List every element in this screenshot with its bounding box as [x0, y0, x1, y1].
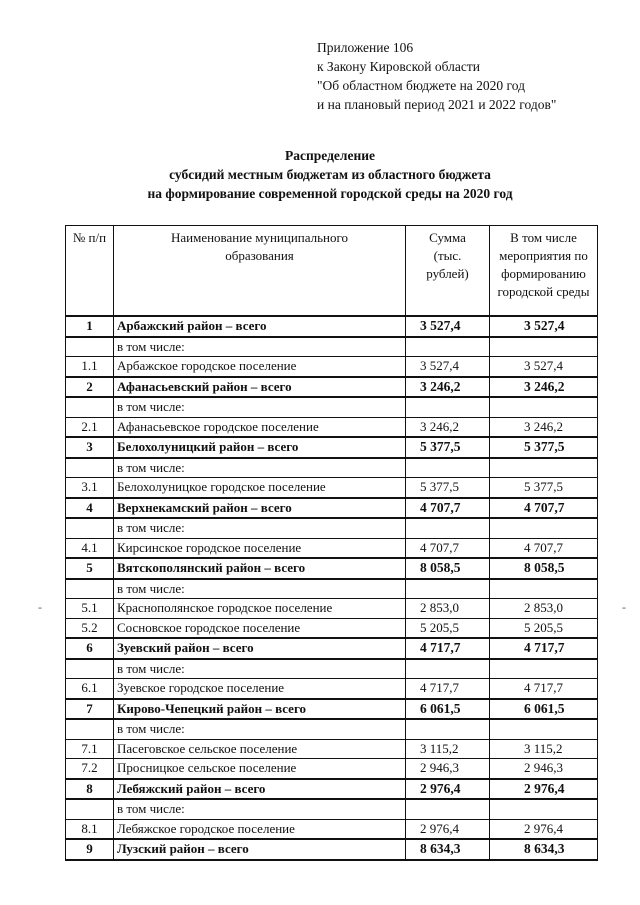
row-sum: 4 717,7: [406, 638, 490, 659]
table-row: [66, 538, 598, 558]
row-name: Белохолуницкое городское поселение: [114, 478, 406, 498]
row-number: 8: [66, 779, 114, 800]
row-sum: 5 377,5: [406, 478, 490, 498]
header-sum: Сумма (тыс. рублей): [406, 226, 490, 317]
row-sum: 3 527,4: [406, 357, 490, 377]
row-number: 5: [66, 558, 114, 579]
table-row: [66, 699, 598, 720]
row-sum: 8 058,5: [406, 558, 490, 579]
header-name: Наименование муниципального образования: [114, 226, 406, 317]
row-name: в том числе:: [114, 397, 406, 417]
row-sum: 5 205,5: [406, 618, 490, 638]
row-including: 4 717,7: [490, 638, 598, 659]
row-number: 4.1: [66, 538, 114, 558]
row-including: 4 717,7: [490, 679, 598, 699]
table-row: [66, 638, 598, 659]
table-row: [66, 719, 598, 739]
row-name: Арбажский район – всего: [114, 316, 406, 337]
row-number: [66, 397, 114, 417]
row-including: [490, 397, 598, 417]
row-sum: 8 634,3: [406, 839, 490, 860]
table-row: [66, 739, 598, 759]
row-including: 5 205,5: [490, 618, 598, 638]
table-row: [66, 357, 598, 377]
row-sum: 2 853,0: [406, 599, 490, 619]
row-number: 3.1: [66, 478, 114, 498]
row-number: [66, 799, 114, 819]
scan-mark: -: [622, 600, 626, 614]
table-row: [66, 599, 598, 619]
row-including: [490, 719, 598, 739]
row-name: Кирсинское городское поселение: [114, 538, 406, 558]
row-sum: 4 707,7: [406, 538, 490, 558]
row-sum: 5 377,5: [406, 437, 490, 458]
row-including: 2 946,3: [490, 759, 598, 779]
row-name: Белохолуницкий район – всего: [114, 437, 406, 458]
row-including: 5 377,5: [490, 437, 598, 458]
table-row: [66, 437, 598, 458]
row-sum: 6 061,5: [406, 699, 490, 720]
row-sum: [406, 579, 490, 599]
row-including: 3 246,2: [490, 417, 598, 437]
row-name: Кирово-Чепецкий район – всего: [114, 699, 406, 720]
row-number: 9: [66, 839, 114, 860]
row-name: Краснополянское городское поселение: [114, 599, 406, 619]
row-number: 6.1: [66, 679, 114, 699]
row-including: 8 058,5: [490, 558, 598, 579]
row-number: 4: [66, 498, 114, 519]
row-number: 2: [66, 377, 114, 398]
row-sum: 2 976,4: [406, 819, 490, 839]
row-name: Арбажское городское поселение: [114, 357, 406, 377]
scan-mark: -: [38, 600, 42, 614]
appendix-line: и на плановый период 2021 и 2022 годов": [317, 97, 557, 112]
row-sum: 4 717,7: [406, 679, 490, 699]
row-including: 2 853,0: [490, 599, 598, 619]
row-sum: [406, 337, 490, 357]
table-body: [66, 316, 598, 860]
row-number: [66, 518, 114, 538]
row-name: Зуевский район – всего: [114, 638, 406, 659]
row-including: 6 061,5: [490, 699, 598, 720]
row-number: 6: [66, 638, 114, 659]
header-including: В том числе мероприятия по формированию городской среды: [490, 226, 598, 317]
table-row: [66, 799, 598, 819]
appendix-line: "Об областном бюджете на 2020 год: [317, 78, 525, 93]
row-including: 3 527,4: [490, 316, 598, 337]
row-number: 3: [66, 437, 114, 458]
row-including: [490, 337, 598, 357]
row-number: [66, 659, 114, 679]
table-header-row: [66, 226, 598, 317]
title-line: субсидий местным бюджетам из областного бюджета: [169, 167, 491, 182]
table-row: [66, 558, 598, 579]
row-sum: [406, 659, 490, 679]
row-name: Лузский район – всего: [114, 839, 406, 860]
table-row: [66, 659, 598, 679]
row-including: [490, 458, 598, 478]
row-name: Верхнекамский район – всего: [114, 498, 406, 519]
row-including: 2 976,4: [490, 819, 598, 839]
table-row: [66, 478, 598, 498]
row-name: в том числе:: [114, 719, 406, 739]
table-row: [66, 518, 598, 538]
table-row: [66, 618, 598, 638]
header-number: № п/п: [66, 226, 114, 317]
row-name: Зуевское городское поселение: [114, 679, 406, 699]
row-name: в том числе:: [114, 659, 406, 679]
row-name: в том числе:: [114, 518, 406, 538]
row-name: в том числе:: [114, 579, 406, 599]
row-number: [66, 719, 114, 739]
table-row: [66, 819, 598, 839]
row-including: [490, 799, 598, 819]
row-sum: 3 527,4: [406, 316, 490, 337]
distribution-table-wrap: [65, 225, 597, 861]
row-sum: [406, 719, 490, 739]
row-number: 5.1: [66, 599, 114, 619]
row-including: 2 976,4: [490, 779, 598, 800]
row-including: 5 377,5: [490, 478, 598, 498]
row-number: [66, 579, 114, 599]
row-including: 4 707,7: [490, 538, 598, 558]
row-including: [490, 579, 598, 599]
row-name: Вятскополянский район – всего: [114, 558, 406, 579]
row-sum: 2 976,4: [406, 779, 490, 800]
row-name: Лебяжское городское поселение: [114, 819, 406, 839]
row-including: [490, 518, 598, 538]
title-line: Распределение: [284, 148, 376, 163]
row-sum: 4 707,7: [406, 498, 490, 519]
appendix-line: Приложение 106: [317, 40, 414, 55]
row-name: Афанасьевское городское поселение: [114, 417, 406, 437]
table-row: [66, 579, 598, 599]
row-name: Афанасьевский район – всего: [114, 377, 406, 398]
row-name: в том числе:: [114, 337, 406, 357]
row-number: 1.1: [66, 357, 114, 377]
table-row: [66, 679, 598, 699]
row-number: [66, 458, 114, 478]
appendix-line: к Закону Кировской области: [317, 59, 481, 74]
row-sum: [406, 799, 490, 819]
appendix-block: [317, 38, 627, 114]
document-title: [60, 146, 600, 203]
distribution-table: [65, 225, 598, 861]
table-row: [66, 397, 598, 417]
row-number: 8.1: [66, 819, 114, 839]
table-row: [66, 377, 598, 398]
row-number: 2.1: [66, 417, 114, 437]
row-number: 7: [66, 699, 114, 720]
row-number: 1: [66, 316, 114, 337]
row-including: [490, 659, 598, 679]
row-number: 7.2: [66, 759, 114, 779]
row-including: 8 634,3: [490, 839, 598, 860]
row-sum: [406, 397, 490, 417]
row-including: 3 246,2: [490, 377, 598, 398]
table-row: [66, 458, 598, 478]
row-sum: 3 246,2: [406, 377, 490, 398]
table-row: [66, 417, 598, 437]
row-sum: 2 946,3: [406, 759, 490, 779]
row-name: Сосновское городское поселение: [114, 618, 406, 638]
table-row: [66, 759, 598, 779]
row-name: Просницкое сельское поселение: [114, 759, 406, 779]
row-sum: 3 115,2: [406, 739, 490, 759]
row-sum: [406, 518, 490, 538]
row-including: 3 115,2: [490, 739, 598, 759]
row-name: в том числе:: [114, 458, 406, 478]
table-row: [66, 839, 598, 860]
row-number: 5.2: [66, 618, 114, 638]
title-line: на формирование современной городской среды на 2020 год: [147, 186, 513, 201]
table-row: [66, 498, 598, 519]
row-name: в том числе:: [114, 799, 406, 819]
table-row: [66, 337, 598, 357]
row-including: 3 527,4: [490, 357, 598, 377]
row-sum: [406, 458, 490, 478]
row-number: [66, 337, 114, 357]
row-sum: 3 246,2: [406, 417, 490, 437]
row-name: Пасеговское сельское поселение: [114, 739, 406, 759]
table-row: [66, 316, 598, 337]
row-including: 4 707,7: [490, 498, 598, 519]
row-number: 7.1: [66, 739, 114, 759]
row-name: Лебяжский район – всего: [114, 779, 406, 800]
table-row: [66, 779, 598, 800]
